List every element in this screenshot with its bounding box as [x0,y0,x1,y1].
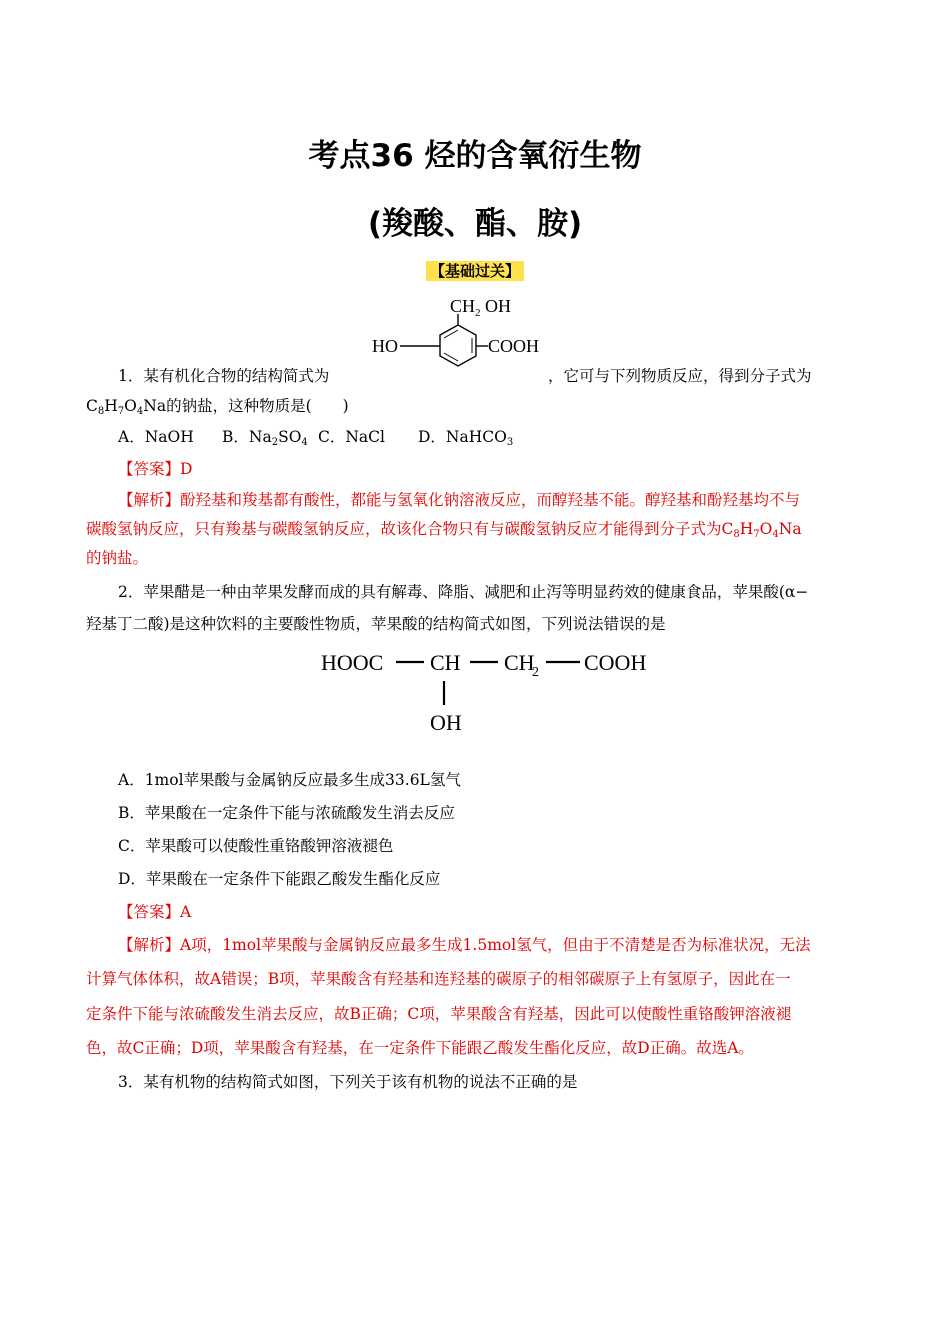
q1-struct-ch2: CH [450,296,476,316]
section-tag: 【基础过关】 [0,260,950,281]
q1-analysis-3: 的钠盐。 [86,549,149,567]
q3-question: 3．某有机物的结构简式如图，下列关于该有机物的说法不正确的是 [118,1073,578,1091]
q1-options [118,425,866,447]
q1-struct-ch2-sub: 2 [475,307,481,319]
q2-analysis-3: 定条件下能与浓硫酸发生消去反应，故B正确；C项，苹果酸含有羟基，因此可以使酸性重铬酸钾溶液褪 [86,1005,792,1023]
q1-option-b: B．$Na_2SO_4$ [222,428,308,448]
q2-struct-ch: CH [430,650,461,675]
q2-question-1: 2．苹果醋是一种由苹果发酵而成的具有解毒、降脂、减肥和止泻等明显药效的健康食品，苹果酸(α− [118,583,809,601]
q2-structure-diagram [318,645,668,740]
q1-question-line2: $C_8H_7O_4Na$的钠盐，这种物质是( ) [86,397,349,417]
q2-struct-oh: OH [430,710,462,735]
q1-question: 1．某有机化合物的结构简式为 ，它可与下列物质反应，得到分子式为 [118,367,812,385]
q1-struct-cooh: COOH [488,336,540,356]
q1-option-c: C．NaCl [318,428,385,446]
q2-struct-ch2-sub: 2 [532,665,539,680]
q1-answer: 【答案】D [118,460,193,478]
q1-option-a: A．NaOH [118,428,194,446]
q2-option-d: D．苹果酸在一定条件下能跟乙酸发生酯化反应 [118,870,441,888]
q2-struct-ch2: CH [504,650,535,675]
q1-struct-ho: HO [372,336,398,356]
q2-option-c: C．苹果酸可以使酸性重铬酸钾溶液褪色 [118,837,394,855]
q2-option-b: B．苹果酸在一定条件下能与浓硫酸发生消去反应 [118,804,455,822]
q1-analysis-1: 【解析】酚羟基和羧基都有酸性，都能与氢氧化钠溶液反应，而醇羟基不能。醇羟基和酚羟基均不与 [118,491,801,509]
q1-struct-oh: OH [485,296,511,316]
q2-struct-cooh: COOH [584,650,647,675]
q2-question-2: 羟基丁二酸)是这种饮料的主要酸性物质，苹果酸的结构简式如图，下列说法错误的是 [86,615,666,633]
q2-struct-hooc: HOOC [321,650,384,675]
q2-answer: 【答案】A [118,903,192,921]
q2-analysis-2: 计算气体体积，故A错误；B项，苹果酸含有羟基和连羟基的碳原子的相邻碳原子上有氢原子，因此在一 [86,970,791,988]
q1-analysis-2: 碳酸氢钠反应，只有羧基与碳酸氢钠反应，故该化合物只有与碳酸氢钠反应才能得到分子式为$C_8H_7O_4Na$ [86,520,802,540]
q2-option-a: A．1mol苹果酸与金属钠反应最多生成33.6L氢气 [118,771,461,789]
q2-analysis-4: 色，故C正确；D项，苹果酸含有羟基，在一定条件下能跟乙酸发生酯化反应，故D正确。故选A。 [86,1039,754,1057]
page-title: 考点36 烃的含氧衍生物 [308,138,642,174]
q2-analysis-1: 【解析】A项，1mol苹果酸与金属钠反应最多生成1.5mol氢气，但由于不清楚是否为标准状况，无法 [118,936,811,954]
page-subtitle: (羧酸、酯、胺) [367,206,583,242]
q1-option-d: D．NaHCO$_3$ [418,428,514,448]
